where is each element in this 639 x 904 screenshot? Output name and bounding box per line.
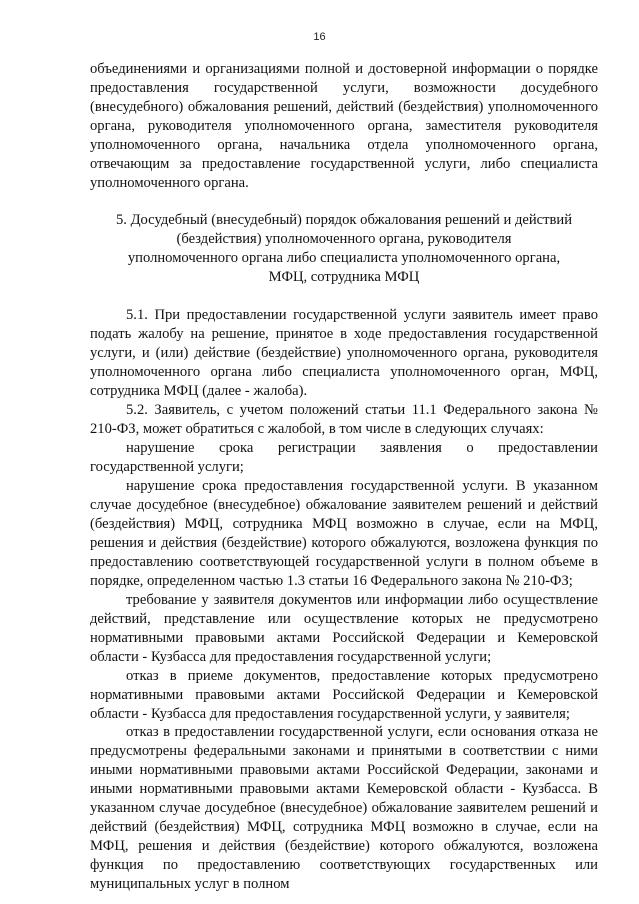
section-heading-line: (бездействия) уполномоченного органа, руководителя: [176, 230, 512, 247]
section-heading-line: 5. Досудебный (внесудебный) порядок обжалования решений и действий: [115, 211, 573, 228]
intro-paragraph: объединениями и организациями полной и достоверной информации о порядке предоставления государственной услуги, возможности досудебного (внесудебного) обжалования решений, действий (бездействия) уполномоченного органа, руководителя уполномоченного органа, заместителя руководителя уполномоченного органа, начальника отдела уполномоченного органа, отвечающим за предоставление государственной услуги, либо специалиста уполномоченного органа.: [90, 61, 598, 191]
document-body: [90, 60, 598, 894]
paragraph-5-1: 5.1. При предоставлении государственной услуги заявитель имеет право подать жалобу на решение, принятое в ходе предоставления государственной услуги, и (или) действие (бездействие) уполномоченного органа, руководителя уполномоченного органа либо специалиста уполномоченного орган, МФЦ, сотрудника МФЦ (далее - жалоба).: [90, 307, 598, 400]
section-heading-line: МФЦ, сотрудника МФЦ: [268, 268, 420, 285]
paragraph-5-2: 5.2. Заявитель, с учетом положений статьи 11.1 Федерального закона № 210-ФЗ, может обратиться с жалобой, в том числе в следующих случаях:: [90, 402, 598, 438]
list-item-service-refusal: отказ в предоставлении государственной услуги, если основания отказа не предусмотрены федеральными законами и принятыми в соответствии с ними иными нормативными правовыми актами Российской Федерации, законами и иными нормативными правовыми актами Кемеровской области - Кузбасса. В указанном случае досудебное (внесудебное) обжалование заявителем решений и действий (бездействия) МФЦ, сотрудника МФЦ возможно в случае, если на МФЦ, решения и действия (бездействие) которого обжалуются, возложена функция по предоставлению соответствующих государственных или муниципальных услуг в полном: [90, 724, 598, 893]
list-item-document-requirement: требование у заявителя документов или информации либо осуществление действий, представление или осуществление которых не предусмотрено нормативными правовыми актами Российской Федерации и Кемеровской области - Кузбасса для предоставления государственной услуги;: [90, 591, 598, 665]
section-heading-line: уполномоченного органа либо специалиста уполномоченного органа,: [127, 249, 561, 266]
list-item-term-violation: нарушение срока предоставления государственной услуги. В указанном случае досудебное (внесудебное) обжалование заявителем решений и действий (бездействия) МФЦ, сотрудника МФЦ возможно в случае, если на МФЦ, решения и действия (бездействие) которого обжалуются, возложена функция по предоставлению соответствующей государственной услуги в полном объеме в порядке, определенном частью 1.3 статьи 16 Федерального закона № 210-ФЗ;: [90, 478, 598, 589]
page-number: 16: [313, 31, 326, 43]
section-heading: [90, 211, 598, 287]
list-item-registration-violation: нарушение срока регистрации заявления о предоставлении государственной услуги;: [90, 440, 598, 476]
list-item-acceptance-refusal: отказ в приеме документов, предоставление которых предусмотрено нормативными правовыми актами Российской Федерации и Кемеровской области - Кузбасса для предоставления государственной услуги, у заявителя;: [90, 667, 598, 722]
